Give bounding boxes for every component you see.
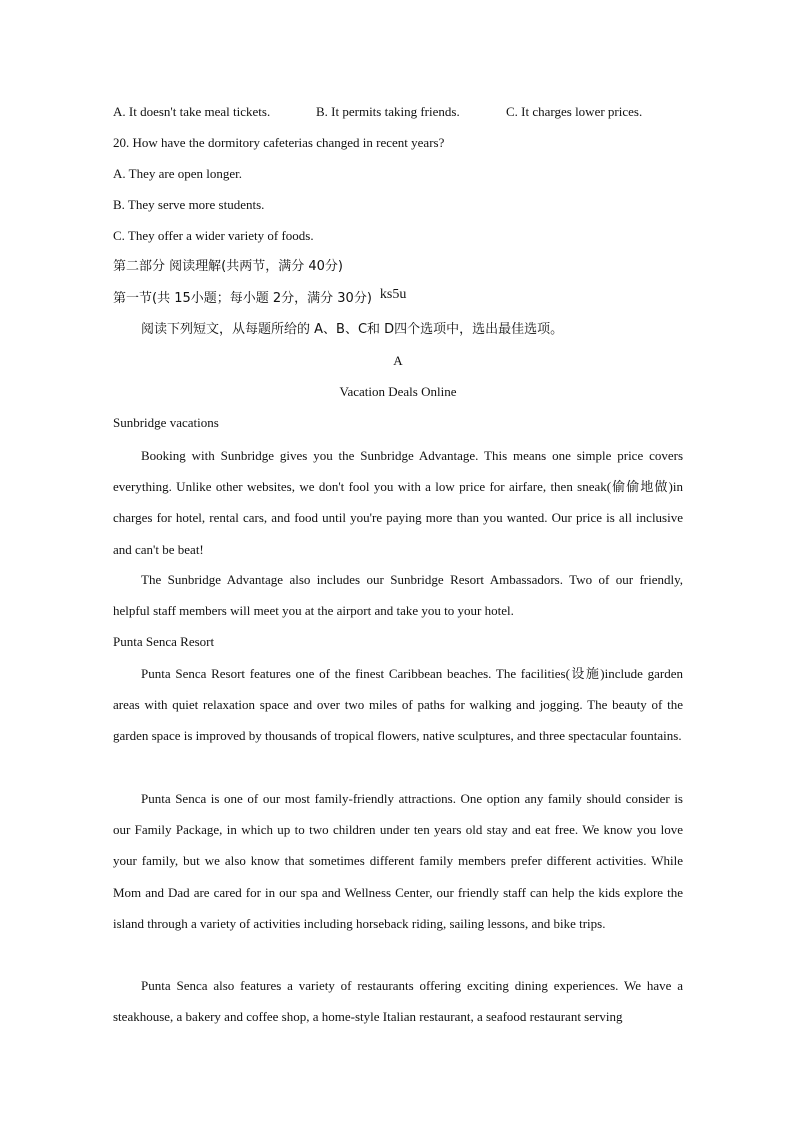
q19-option-a: A. It doesn't take meal tickets. [113, 104, 271, 119]
q20-option-a: A. They are open longer. [113, 166, 242, 181]
paragraph-4: Punta Senca is one of our most family-friendly attractions. One option any family should consider is our Family Package, in which up to two children under ten years old stay and eat free. We know you love your family, but we also know that sometimes different family members prefer different activities. While Mom and Dad are cared for in our spa and Wellness Center, our friendly staff can help the kids explore the island through a variety of activities including horseback riding, sailing lessons, and bike trips. [113, 791, 683, 931]
q20-option-c: C. They offer a wider variety of foods. [113, 228, 314, 243]
q20-option-b: B. They serve more students. [113, 197, 265, 212]
heading-sunbridge: Sunbridge vacations [113, 415, 219, 430]
paragraph-5: Punta Senca also features a variety of restaurants offering exciting dining experiences. We have a steakhouse, a bakery and coffee shop, a home-style Italian restaurant, a seafood restaurant serving [113, 978, 683, 1025]
q20-question: 20. How have the dormitory cafeterias changed in recent years? [113, 135, 445, 150]
paragraph-1: Booking with Sunbridge gives you the Sunbridge Advantage. This means one simple price covers everything. Unlike other websites, we don't fool you with a low price for airfare, then sneak(偷偷地做)in charges for hotel, rental cars, and food until you're paying more than you wanted. Our price is all inclusive and can't be beat! [113, 448, 683, 557]
part2-heading: 第二部分 阅读理解(共两节，满分 40分) [113, 259, 343, 274]
q19-option-b: B. It permits taking friends. [316, 104, 460, 119]
heading-punta-senca: Punta Senca Resort [113, 634, 215, 649]
paragraph-2: The Sunbridge Advantage also includes our Sunbridge Resort Ambassadors. Two of our friendly, helpful staff members will meet you at the airport and take you to your hotel. [113, 572, 683, 619]
watermark-mark: ks5u [379, 287, 407, 302]
paragraph-3: Punta Senca Resort features one of the finest Caribbean beaches. The facilities(设施)include garden areas with quiet relaxation space and over two miles of paths for walking and jogging. The beauty of the garden space is improved by thousands of tropical flowers, native sculptures, and three spectacular fountains. [113, 666, 683, 744]
q19-option-c: C. It charges lower prices. [506, 104, 643, 119]
section1-line [113, 289, 406, 308]
q19-options [113, 103, 683, 121]
passage-title: Vacation Deals Online [339, 384, 457, 399]
passage-letter: A [393, 353, 403, 368]
section1-heading: 第一节(共 15小题；每小题 2分，满分 30分) [113, 291, 372, 306]
instruction: 阅读下列短文，从每题所给的 A、B、C和 D四个选项中，选出最佳选项。 [141, 322, 564, 337]
